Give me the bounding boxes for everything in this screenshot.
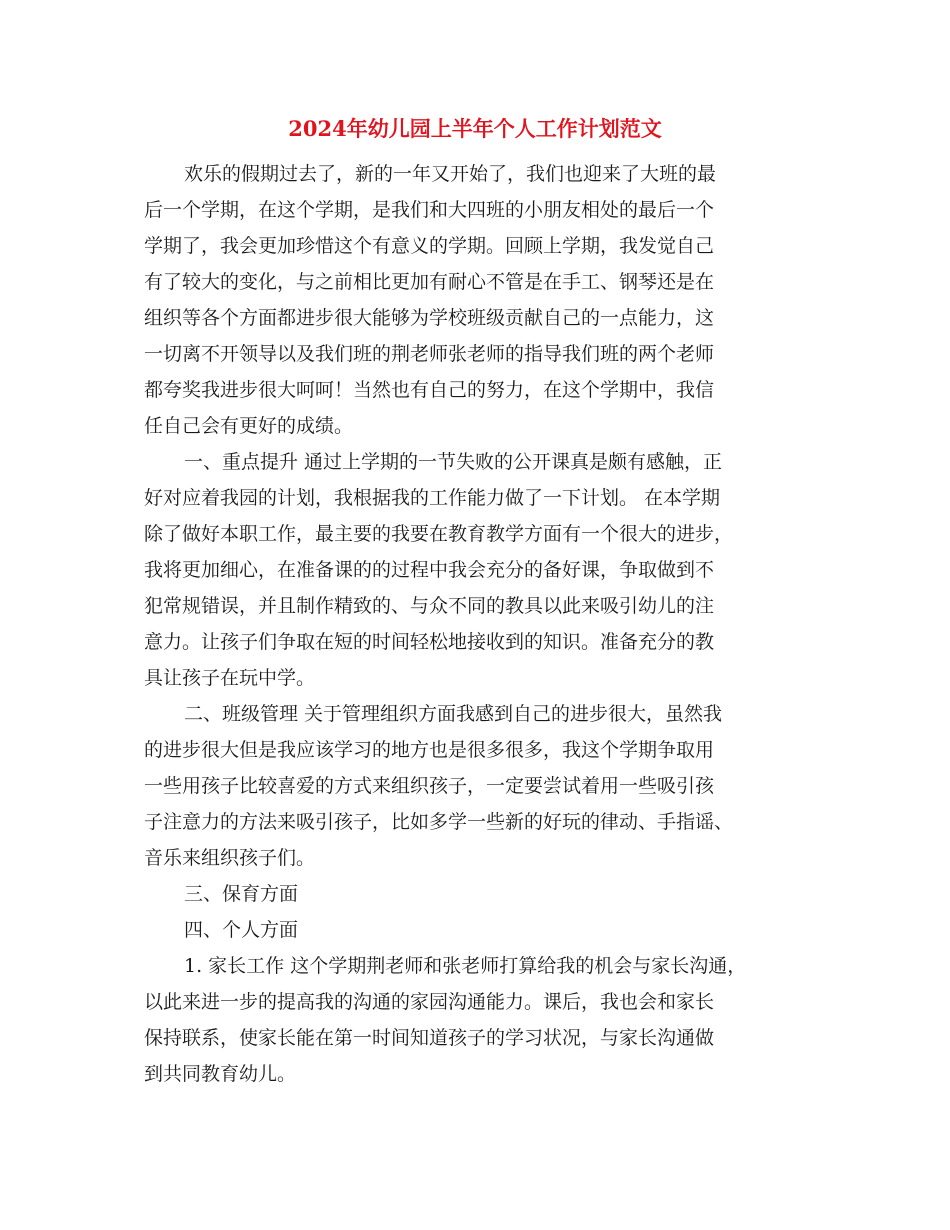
text-line: 有了较大的变化，与之前相比更加有耐心不管是在手工、钢琴还是在 bbox=[144, 271, 715, 293]
paragraph-parent-work bbox=[144, 948, 814, 1092]
paragraph-class-management bbox=[144, 696, 814, 876]
text-line: 除了做好本职工作，最主要的我要在教育教学方面有一个很大的进步， bbox=[144, 523, 734, 545]
paragraph-intro bbox=[144, 156, 814, 444]
text-line: 学期了，我会更加珍惜这个有意义的学期。回顾上学期，我发觉自己 bbox=[144, 235, 715, 257]
text-line: 保持联系，使家长能在第一时间知道孩子的学习状况，与家长沟通做 bbox=[144, 1027, 715, 1049]
paragraph-personal-heading bbox=[144, 912, 814, 948]
text-line: 音乐来组织孩子们。 bbox=[144, 847, 316, 869]
text-line: 一些用孩子比较喜爱的方式来组织孩子，一定要尝试着用一些吸引孩 bbox=[144, 775, 715, 797]
text-line: 具让孩子在玩中学。 bbox=[144, 667, 316, 689]
text-line: 二、班级管理 关于管理组织方面我感到自己的进步很大，虽然我 bbox=[184, 703, 723, 725]
text-line: 一切离不开领导以及我们班的荆老师张老师的指导我们班的两个老师 bbox=[144, 343, 715, 365]
text-line: 的进步很大但是我应该学习的地方也是很多很多，我这个学期争取用 bbox=[144, 739, 715, 761]
document-title: 2024年幼儿园上半年个人工作计划范文 bbox=[288, 116, 662, 141]
text-line: 一、重点提升 通过上学期的一节失败的公开课真是颇有感触，正 bbox=[184, 451, 723, 473]
text-line: 任自己会有更好的成绩。 bbox=[144, 415, 354, 437]
text-line: 犯常规错误，并且制作精致的、与众不同的教具以此来吸引幼儿的注 bbox=[144, 595, 715, 617]
paragraph-key-improvement bbox=[144, 444, 814, 696]
text-line: 以此来进一步的提高我的沟通的家园沟通能力。课后，我也会和家长 bbox=[144, 991, 715, 1013]
section-heading: 四、个人方面 bbox=[184, 919, 299, 941]
text-line: 我将更加细心，在准备课的的过程中我会充分的备好课，争取做到不 bbox=[144, 559, 715, 581]
text-line: 1. 家长工作 这个学期荆老师和张老师打算给我的机会与家长沟通， bbox=[184, 955, 747, 977]
paragraph-care-heading bbox=[144, 876, 814, 912]
section-heading: 三、保育方面 bbox=[184, 883, 299, 905]
text-line: 后一个学期，在这个学期，是我们和大四班的小朋友相处的最后一个 bbox=[144, 199, 715, 221]
text-line: 子注意力的方法来吸引孩子，比如多学一些新的好玩的律动、手指谣、 bbox=[144, 811, 734, 833]
text-line: 到共同教育幼儿。 bbox=[144, 1063, 297, 1085]
document-body bbox=[144, 156, 814, 1092]
text-line: 意力。让孩子们争取在短的时间轻松地接收到的知识。准备充分的教 bbox=[144, 631, 715, 653]
text-line: 欢乐的假期过去了，新的一年又开始了，我们也迎来了大班的最 bbox=[184, 163, 717, 185]
text-line: 都夸奖我进步很大呵呵！当然也有自己的努力，在这个学期中，我信 bbox=[144, 379, 715, 401]
text-line: 组织等各个方面都进步很大能够为学校班级贡献自己的一点能力，这 bbox=[144, 307, 715, 329]
text-line: 好对应着我园的计划，我根据我的工作能力做了一下计划。 在本学期 bbox=[144, 487, 721, 509]
